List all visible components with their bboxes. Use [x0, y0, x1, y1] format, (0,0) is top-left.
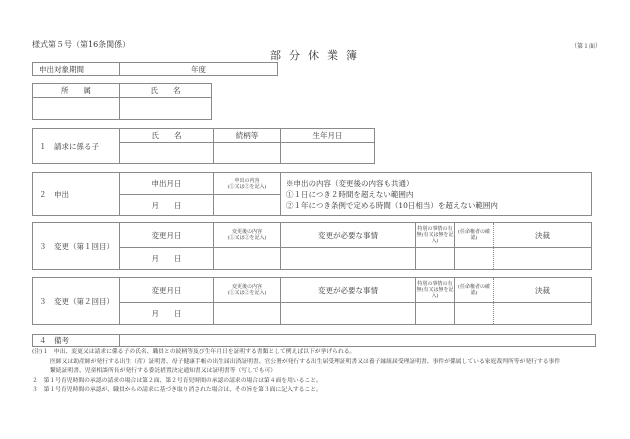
- change-1-content-header-line2: (①又は②を記入): [227, 235, 267, 241]
- remarks-label: ４ 備考: [33, 335, 120, 347]
- affiliation-field[interactable]: [33, 98, 120, 120]
- change-2-special-field[interactable]: [416, 303, 455, 325]
- footnote-1-examples-cont: 繋続証明書、児童相談所長が発行する委託措置決定通知書又は証明書等（写しでも可）: [50, 368, 277, 375]
- request-content-field[interactable]: [214, 195, 281, 216]
- change-1-date-field[interactable]: 月 日: [120, 248, 214, 270]
- change-1-decision-field[interactable]: [494, 248, 592, 270]
- change-1-reason-header: 変更が必要な事情: [281, 223, 416, 248]
- footnote-1-examples: 医師又は助産師が発行する出生（産）証明書、母子健康手帳の出生届出済証明書、官公署が発行する出生届受理証明書又は養子縁組届受理証明書、事件が係属している家庭裁判所等が発行する事件: [50, 358, 561, 365]
- child-section-label: １ 請求に係る子: [33, 129, 120, 164]
- change-1-confirm-field[interactable]: [455, 248, 494, 270]
- birthdate-header: 生年月日: [281, 129, 375, 143]
- change-2-date-header: 変更月日: [120, 278, 214, 303]
- change-2-decision-field[interactable]: [494, 303, 592, 325]
- child-name-field[interactable]: [120, 143, 214, 164]
- change-2-date-field[interactable]: 月 日: [120, 303, 214, 325]
- change-1-date-header: 変更月日: [120, 223, 214, 248]
- request-table: [32, 172, 592, 216]
- change-2-label: ３ 変更（第２回目）: [33, 278, 120, 325]
- change-2-reason-field[interactable]: [281, 303, 416, 325]
- change-1-special-header: 特別の事情の有無(有又は無を記入): [416, 223, 455, 248]
- affiliation-header: 所 属: [33, 84, 120, 98]
- request-content-note: [281, 173, 592, 216]
- child-table: [32, 128, 375, 164]
- birthdate-field[interactable]: [281, 143, 375, 164]
- change-1-label: ３ 変更（第１回目）: [33, 223, 120, 270]
- change-2-content-header: [214, 278, 281, 303]
- footnote-2: ２ 第１号育児時間の承認の請求の場合は第２面、第２号育児時間の承認の請求の場合は第４面を用いること。: [32, 377, 322, 384]
- child-name-header: 氏 名: [120, 129, 214, 143]
- employee-name-field[interactable]: [120, 98, 212, 120]
- change-2-reason-header: 変更が必要な事情: [281, 278, 416, 303]
- change-2-confirm-header: (任命権者の確認): [455, 278, 494, 303]
- page-number: （第１面）: [571, 43, 602, 50]
- change-1-special-field[interactable]: [416, 248, 455, 270]
- relationship-header: 続柄等: [214, 129, 281, 143]
- remarks-table: [32, 334, 596, 347]
- change-1-confirm-header: (任命権者の確認): [455, 223, 494, 248]
- period-year-suffix: 年度: [191, 64, 206, 74]
- request-section-label: ２ 申出: [33, 173, 120, 216]
- relationship-field[interactable]: [214, 143, 281, 164]
- change-1-content-header: [214, 223, 281, 248]
- period-label: 申出対象期間: [33, 63, 120, 76]
- change-1-table: [32, 222, 592, 270]
- form-number: 様式第５号（第16条関係）: [32, 40, 131, 49]
- change-2-decision-header: 決裁: [494, 278, 592, 303]
- change-2-content-header-line2: (①又は②を記入): [227, 290, 267, 296]
- footnote-3: ３ 第１号育児時間の承認が、職員からの請求に基づき取り消された場合は、その旨を第３面に記入すること。: [32, 387, 322, 394]
- employee-table: [32, 83, 212, 120]
- request-date-header: 申出月日: [120, 173, 214, 195]
- request-content-header-line1: 申出の内容: [234, 177, 260, 184]
- footnotes: [32, 348, 592, 396]
- request-content-header: [214, 173, 281, 195]
- request-date-field[interactable]: 月 日: [120, 195, 214, 216]
- change-2-content-header-line1: 変更後の内容: [231, 284, 262, 290]
- footnote-1: (注)１ 申出、変更又は請求に係る子の氏名、職員との続柄等及び生年月日を証明する書類として例えば以下が挙げられる。: [32, 349, 356, 355]
- note-line-heading: ※申出の内容（変更後の内容も共通）: [286, 178, 414, 188]
- period-value-field[interactable]: [120, 63, 278, 76]
- change-2-content-field[interactable]: [214, 303, 281, 325]
- change-2-table: [32, 277, 592, 325]
- change-2-special-header: 特別の事情の有無(有又は無を記入): [416, 278, 455, 303]
- remarks-field[interactable]: [120, 335, 596, 347]
- change-1-content-field[interactable]: [214, 248, 281, 270]
- change-1-content-header-line1: 変更後の内容: [231, 229, 262, 235]
- note-line-option-2: ②１年につき条例で定める時間（10日相当）を超えない範囲内: [286, 200, 498, 210]
- name-header: 氏 名: [120, 84, 212, 98]
- change-1-decision-header: 決裁: [494, 223, 592, 248]
- page-title: 部分休業簿: [270, 49, 365, 62]
- period-table: [32, 62, 278, 76]
- note-line-option-1: ①１日につき２時間を超えない範囲内: [286, 189, 414, 199]
- change-2-confirm-field[interactable]: [455, 303, 494, 325]
- request-content-header-line2: (①又は②を記入): [227, 183, 267, 190]
- change-1-reason-field[interactable]: [281, 248, 416, 270]
